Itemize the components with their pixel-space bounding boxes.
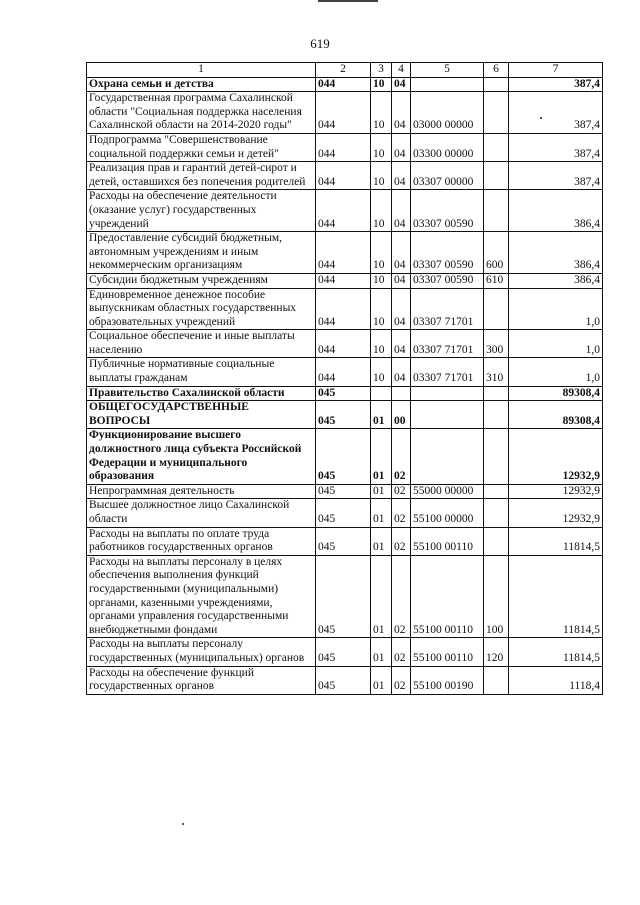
cell-name: Расходы на выплаты по оплате труда работников государственных органов (87, 527, 316, 555)
cell-name: Расходы на выплаты персоналу государственных (муниципальных) органов (87, 638, 316, 666)
cell-amount: 11814,5 (509, 527, 603, 555)
cell-section: 01 (371, 638, 392, 666)
cell-amount: 89308,4 (509, 401, 603, 429)
cell-section: 10 (371, 133, 392, 161)
table-row (87, 484, 603, 499)
cell-target-code: 55100 00190 (411, 666, 484, 694)
cell-target-code: 03307 71701 (411, 330, 484, 358)
cell-target-code: 03307 00590 (411, 190, 484, 232)
cell-expense-type: 100 (484, 555, 509, 638)
cell-subsection: 00 (392, 401, 411, 429)
cell-section: 10 (371, 232, 392, 274)
cell-expense-type (484, 401, 509, 429)
cell-name: Предоставление субсидий бюджетным, автономным учреждениям и иным некоммерческим организациям (87, 232, 316, 274)
cell-amount: 11814,5 (509, 638, 603, 666)
cell-expense-type (484, 499, 509, 527)
cell-subsection: 02 (392, 429, 411, 484)
cell-code: 045 (316, 401, 371, 429)
cell-target-code (411, 429, 484, 484)
cell-code: 045 (316, 386, 371, 401)
cell-name: Государственная программа Сахалинской области "Социальная поддержка населения Сахалинской области на 2014-2020 годы" (87, 92, 316, 134)
cell-target-code (411, 386, 484, 401)
cell-subsection: 04 (392, 92, 411, 134)
cell-code: 044 (316, 232, 371, 274)
cell-section: 10 (371, 288, 392, 330)
cell-amount: 12932,9 (509, 429, 603, 484)
cell-amount: 12932,9 (509, 484, 603, 499)
cell-subsection: 02 (392, 499, 411, 527)
cell-code: 044 (316, 133, 371, 161)
cell-code: 045 (316, 666, 371, 694)
cell-code: 044 (316, 162, 371, 190)
cell-section: 10 (371, 358, 392, 386)
cell-target-code: 03307 71701 (411, 288, 484, 330)
cell-code: 045 (316, 429, 371, 484)
table-row (87, 401, 603, 429)
cell-amount: 89308,4 (509, 386, 603, 401)
cell-expense-type (484, 527, 509, 555)
cell-section: 01 (371, 666, 392, 694)
cell-target-code: 03307 00590 (411, 232, 484, 274)
scan-speck (540, 117, 542, 119)
table-row (87, 358, 603, 386)
cell-name: Расходы на выплаты персоналу в целях обеспечения выполнения функций государственными (муниципальными) органами, казенными учреждениями, органами управления государственными внебюджетными фондами (87, 555, 316, 638)
table-row (87, 666, 603, 694)
cell-expense-type (484, 429, 509, 484)
table-row (87, 273, 603, 288)
cell-subsection: 02 (392, 666, 411, 694)
table-row (87, 232, 603, 274)
cell-target-code (411, 77, 484, 92)
table-row (87, 288, 603, 330)
cell-section: 10 (371, 162, 392, 190)
cell-name: Реализация прав и гарантий детей-сирот и детей, оставшихся без попечения родителей (87, 162, 316, 190)
cell-amount: 386,4 (509, 232, 603, 274)
column-header: 2 (316, 63, 371, 78)
cell-name: Социальное обеспечение и иные выплаты населению (87, 330, 316, 358)
page-number: 619 (310, 36, 330, 51)
cell-section: 10 (371, 273, 392, 288)
cell-name: Охрана семьи и детства (87, 77, 316, 92)
table-row (87, 330, 603, 358)
table-row (87, 386, 603, 401)
cell-subsection (392, 386, 411, 401)
cell-section: 10 (371, 330, 392, 358)
cell-amount: 1118,4 (509, 666, 603, 694)
top-edge-line (318, 0, 378, 2)
column-header: 4 (392, 63, 411, 78)
cell-amount: 387,4 (509, 162, 603, 190)
cell-amount: 387,4 (509, 133, 603, 161)
cell-section: 01 (371, 555, 392, 638)
cell-code: 044 (316, 190, 371, 232)
column-header: 5 (411, 63, 484, 78)
cell-expense-type (484, 386, 509, 401)
cell-target-code: 03307 00000 (411, 162, 484, 190)
cell-name: Расходы на обеспечение функций государственных органов (87, 666, 316, 694)
cell-target-code: 03307 00590 (411, 273, 484, 288)
cell-subsection: 02 (392, 527, 411, 555)
cell-expense-type: 610 (484, 273, 509, 288)
table-row (87, 92, 603, 134)
cell-target-code: 55100 00000 (411, 499, 484, 527)
cell-section (371, 386, 392, 401)
cell-code: 044 (316, 288, 371, 330)
column-header: 7 (509, 63, 603, 78)
cell-code: 044 (316, 92, 371, 134)
table-row (87, 429, 603, 484)
cell-amount: 386,4 (509, 190, 603, 232)
cell-name: Правительство Сахалинской области (87, 386, 316, 401)
cell-name: Подпрограмма "Совершенствование социальной поддержки семьи и детей" (87, 133, 316, 161)
cell-name: Субсидии бюджетным учреждениям (87, 273, 316, 288)
cell-expense-type (484, 92, 509, 134)
cell-subsection: 02 (392, 484, 411, 499)
cell-expense-type (484, 162, 509, 190)
cell-subsection: 04 (392, 77, 411, 92)
cell-expense-type: 300 (484, 330, 509, 358)
budget-table (86, 62, 603, 695)
cell-section: 01 (371, 527, 392, 555)
cell-expense-type (484, 484, 509, 499)
cell-target-code: 03300 00000 (411, 133, 484, 161)
table-row (87, 77, 603, 92)
cell-amount: 12932,9 (509, 499, 603, 527)
cell-expense-type: 600 (484, 232, 509, 274)
cell-section: 10 (371, 77, 392, 92)
cell-subsection: 04 (392, 358, 411, 386)
table-row (87, 527, 603, 555)
cell-subsection: 04 (392, 288, 411, 330)
table-row (87, 499, 603, 527)
cell-name: Расходы на обеспечение деятельности (оказание услуг) государственных учреждений (87, 190, 316, 232)
column-header: 1 (87, 63, 316, 78)
cell-target-code: 03000 00000 (411, 92, 484, 134)
cell-subsection: 02 (392, 555, 411, 638)
cell-amount: 386,4 (509, 273, 603, 288)
cell-amount: 387,4 (509, 77, 603, 92)
cell-subsection: 04 (392, 273, 411, 288)
cell-name: Функционирование высшего должностного лица субъекта Российской Федерации и муниципального образования (87, 429, 316, 484)
cell-code: 045 (316, 555, 371, 638)
cell-target-code: 03307 71701 (411, 358, 484, 386)
cell-target-code: 55100 00110 (411, 638, 484, 666)
cell-name: Публичные нормативные социальные выплаты гражданам (87, 358, 316, 386)
cell-code: 044 (316, 330, 371, 358)
cell-subsection: 04 (392, 330, 411, 358)
column-header: 6 (484, 63, 509, 78)
table-row (87, 190, 603, 232)
cell-name: ОБЩЕГОСУДАРСТВЕННЫЕ ВОПРОСЫ (87, 401, 316, 429)
cell-section: 01 (371, 401, 392, 429)
scan-speck (182, 823, 184, 825)
cell-subsection: 02 (392, 638, 411, 666)
cell-name: Непрограммная деятельность (87, 484, 316, 499)
cell-section: 01 (371, 484, 392, 499)
cell-expense-type: 310 (484, 358, 509, 386)
cell-subsection: 04 (392, 232, 411, 274)
table-row (87, 162, 603, 190)
cell-code: 045 (316, 638, 371, 666)
cell-expense-type (484, 666, 509, 694)
table-row (87, 133, 603, 161)
cell-target-code: 55100 00110 (411, 555, 484, 638)
cell-code: 045 (316, 499, 371, 527)
cell-name: Единовременное денежное пособие выпускникам областных государственных образовательных учреждений (87, 288, 316, 330)
cell-code: 045 (316, 484, 371, 499)
cell-target-code: 55000 00000 (411, 484, 484, 499)
table-row (87, 555, 603, 638)
cell-expense-type (484, 77, 509, 92)
cell-code: 044 (316, 273, 371, 288)
cell-expense-type (484, 133, 509, 161)
cell-amount: 1,0 (509, 288, 603, 330)
cell-code: 044 (316, 77, 371, 92)
cell-amount: 387,4 (509, 92, 603, 134)
cell-target-code (411, 401, 484, 429)
cell-subsection: 04 (392, 162, 411, 190)
cell-amount: 1,0 (509, 358, 603, 386)
cell-section: 10 (371, 190, 392, 232)
cell-section: 01 (371, 499, 392, 527)
cell-expense-type: 120 (484, 638, 509, 666)
column-header: 3 (371, 63, 392, 78)
cell-amount: 11814,5 (509, 555, 603, 638)
cell-expense-type (484, 288, 509, 330)
cell-section: 01 (371, 429, 392, 484)
cell-name: Высшее должностное лицо Сахалинской области (87, 499, 316, 527)
cell-code: 045 (316, 527, 371, 555)
cell-subsection: 04 (392, 190, 411, 232)
table-header-row (87, 63, 603, 78)
cell-code: 044 (316, 358, 371, 386)
cell-expense-type (484, 190, 509, 232)
cell-target-code: 55100 00110 (411, 527, 484, 555)
cell-amount: 1,0 (509, 330, 603, 358)
cell-section: 10 (371, 92, 392, 134)
table-row (87, 638, 603, 666)
cell-subsection: 04 (392, 133, 411, 161)
